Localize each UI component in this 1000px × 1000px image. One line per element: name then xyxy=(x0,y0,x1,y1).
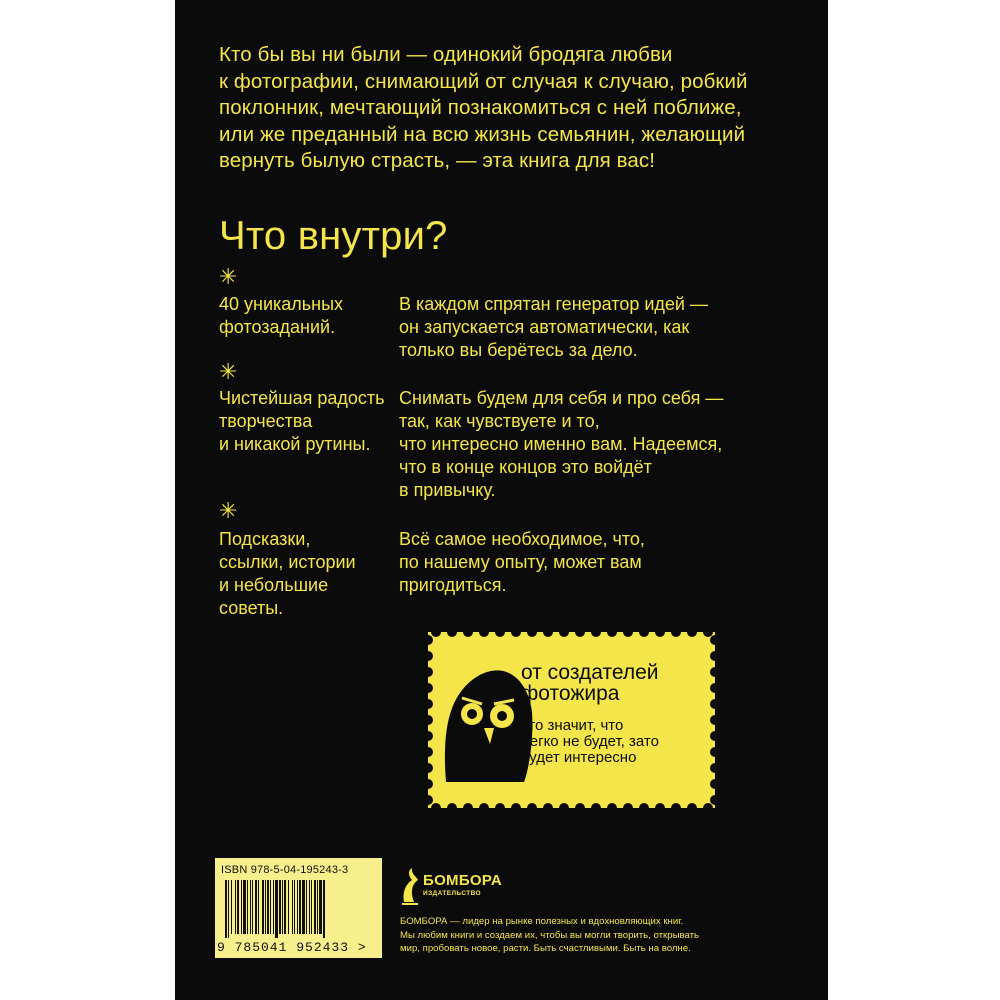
barcode-bar xyxy=(282,880,283,934)
feature-title-line: ссылки, истории xyxy=(219,552,356,572)
publisher-subtitle: ИЗДАТЕЛЬСТВО xyxy=(423,890,482,897)
stamp-subtitle-line: это значит, что xyxy=(521,717,624,734)
barcode-bar xyxy=(252,880,253,934)
barcode-bar xyxy=(235,880,236,934)
barcode-bar xyxy=(273,880,274,934)
barcode-bar xyxy=(258,880,259,934)
feature-description-line: Всё самое необходимое, что, xyxy=(399,529,645,549)
barcode-bar xyxy=(314,880,316,934)
intro-line: вернуть былую страсть, — эта книга для вас! xyxy=(219,149,656,172)
publisher-description-line: БОМБОРА — лидер на рынке полезных и вдохновляющих книг. xyxy=(400,916,684,927)
barcode-bar xyxy=(262,880,264,934)
intro-line: или же преданный на всю жизнь семьянин, желающий xyxy=(219,122,746,146)
feature-title-line: и никакой рутины. xyxy=(219,434,371,454)
feature-description xyxy=(399,293,799,362)
publisher-description xyxy=(400,915,740,956)
barcode-bar xyxy=(309,880,310,934)
feature-description-line: Снимать будем для себя и про себя — xyxy=(399,388,724,408)
barcode-bar xyxy=(294,880,295,934)
stamp-subtitle-line: будет интересно xyxy=(521,749,637,766)
asterisk-icon: ✳ xyxy=(219,498,238,523)
feature-description-line: в привычку. xyxy=(399,480,496,500)
barcode-bar xyxy=(279,880,281,934)
barcode-bar xyxy=(302,880,305,934)
bombora-wave-icon xyxy=(400,866,420,906)
feature-title-line: 40 уникальных xyxy=(219,294,344,314)
feature-title xyxy=(219,387,419,456)
publisher-name: БОМБОРА xyxy=(423,872,503,889)
feature-description-line: пригодиться. xyxy=(399,575,507,595)
feature-description-line: только вы берётесь за дело. xyxy=(399,340,638,360)
feature-title-line: советы. xyxy=(219,598,284,618)
feature-title-line: творчества xyxy=(219,411,313,431)
stamp-title-line: от создателей xyxy=(521,661,659,684)
feature-description xyxy=(399,528,799,597)
asterisk-icon: ✳ xyxy=(219,359,238,384)
barcode-bar xyxy=(292,880,293,934)
barcode-bar xyxy=(255,880,257,934)
publisher-logo xyxy=(400,862,503,912)
barcode-bar xyxy=(250,880,251,934)
publisher-description-line: Мы любим книги и создаем их, чтобы вы могли творить, открывать xyxy=(400,929,699,941)
isbn-text: ISBN 978-5-04-195243-3 xyxy=(221,864,349,876)
stamp-subtitle xyxy=(521,718,711,766)
feature-title-line: фотозаданий. xyxy=(219,317,336,337)
barcode-graphic xyxy=(221,880,377,940)
feature-description-line: что интересно именно вам. Надеемся, xyxy=(399,434,723,454)
stamp-title-line: фотожира xyxy=(521,682,620,705)
barcode-bar xyxy=(306,880,307,934)
barcode-bar xyxy=(275,880,278,938)
barcode-bar xyxy=(247,880,248,934)
barcode-bar xyxy=(228,880,229,938)
book-back-cover xyxy=(175,0,828,1000)
barcode-bar xyxy=(270,880,271,934)
feature-title-line: и небольшие xyxy=(219,575,329,595)
barcode-bar xyxy=(284,880,286,934)
barcode-bar xyxy=(299,880,301,934)
barcode-bar xyxy=(311,880,312,934)
barcode-bar xyxy=(241,880,242,934)
feature-description-line: он запускается автоматически, как xyxy=(399,317,690,337)
postage-stamp xyxy=(428,632,715,808)
publisher-description-line: мир, пробовать новое, расти. Быть счастливыми. Быть на волне. xyxy=(400,943,691,954)
barcode-bar xyxy=(323,880,325,938)
feature-title xyxy=(219,528,419,620)
feature-description-line: по нашему опыту, может вам xyxy=(399,552,642,572)
intro-line: к фотографии, снимающий от случая к случаю, робкий xyxy=(219,69,748,93)
feature-title-line: Чистейшая радость xyxy=(219,388,385,408)
section-heading: Что внутри? xyxy=(219,214,448,258)
feature-description-line: так, как чувствуете и то, xyxy=(399,411,600,431)
barcode-bar xyxy=(297,880,298,934)
intro-paragraph xyxy=(219,42,799,175)
intro-line: Кто бы вы ни были — одинокий бродяга любви xyxy=(219,43,673,66)
barcode-bar xyxy=(265,880,266,934)
barcode-bar xyxy=(319,880,322,934)
asterisk-icon: ✳ xyxy=(219,264,238,289)
barcode-bar xyxy=(237,880,239,934)
barcode-label xyxy=(215,858,382,958)
barcode-bar xyxy=(231,880,232,934)
feature-description-line: В каждом спрятан генератор идей — xyxy=(399,294,708,314)
barcode-bar xyxy=(225,880,227,938)
feature-description-line: что в конце концов это войдёт xyxy=(399,457,652,477)
stamp-title xyxy=(521,662,711,704)
barcode-bar xyxy=(317,880,318,934)
feature-title xyxy=(219,293,419,339)
stamp-subtitle-line: легко не будет, зато xyxy=(521,733,659,750)
feature-description xyxy=(399,387,799,502)
intro-line: поклонник, мечтающий познакомиться с ней поближе, xyxy=(219,96,742,119)
barcode-digits: 9 785041 952433 > xyxy=(217,940,367,955)
barcode-bar xyxy=(267,880,269,934)
barcode-bar xyxy=(288,880,289,934)
feature-title-line: Подсказки, xyxy=(219,529,311,549)
barcode-bar xyxy=(243,880,246,934)
